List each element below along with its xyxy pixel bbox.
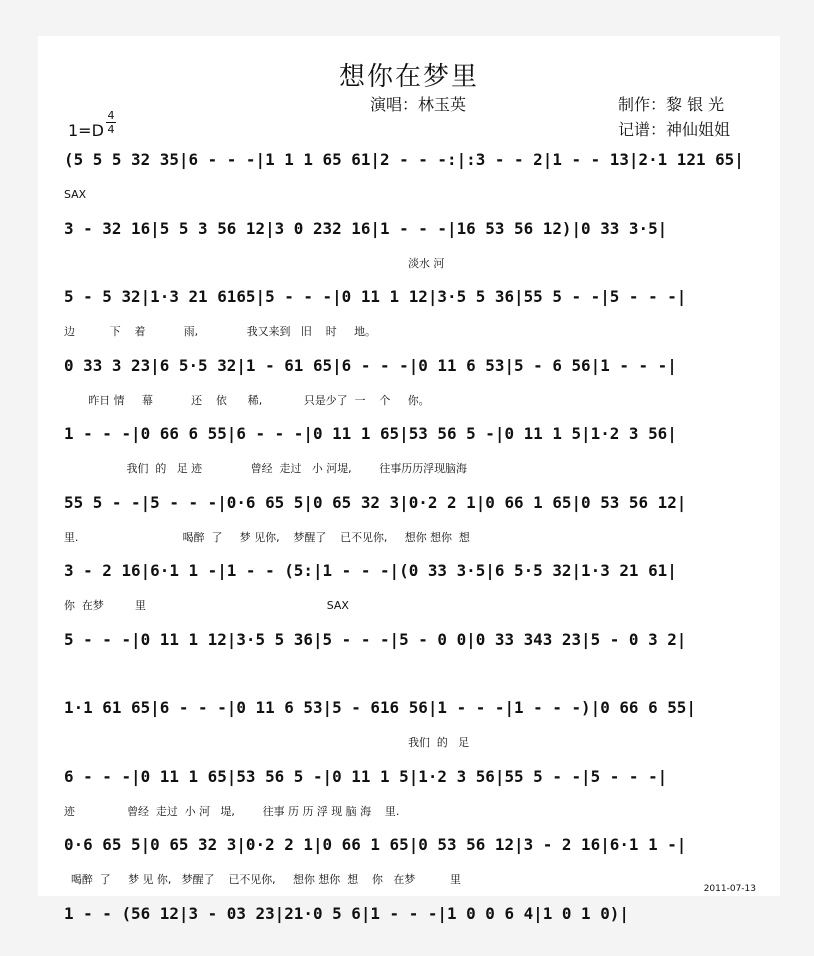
lyric-row: SAX <box>64 188 87 201</box>
score-line <box>64 698 768 750</box>
notation-row: 3 - 2 16|6·1 1 -|1 - - (5:|1 - - -|(0 33 3·5|6 5·5 32|1·3 21 61| <box>64 561 677 580</box>
notation-row: 5 - 5 32|1·3 21 6165|5 - - -|0 11 1 12|3·5 5 36|55 5 - -|5 - - -| <box>64 287 687 306</box>
score-line <box>64 630 768 682</box>
notation-row: 5 - - -|0 11 1 12|3·5 5 36|5 - - -|5 - 0 0|0 33 343 23|5 - 0 3 2| <box>64 629 687 649</box>
score-line <box>64 287 768 339</box>
notation-row: 1·1 61 65|6 - - -|0 11 6 53|5 - 616 56|1 - - -|1 - - -)|0 66 6 55| <box>64 698 696 717</box>
lyric-row: 淡水 河 <box>64 256 445 270</box>
lyric-row: 我们 的 足 <box>64 736 470 749</box>
singer-credit: 演唱：林玉英 <box>370 95 467 114</box>
score-line <box>64 424 768 476</box>
lyric-row: 我们 的 足 迹 曾经 走过 小 河堤, 往事历历浮现脑海 <box>64 462 467 475</box>
lyric-row: 迹 曾经 走过 小 河 堤, 往事 历 历 浮 现 脑 海 里. <box>64 804 400 818</box>
score-sheet <box>38 36 780 923</box>
lyric-row <box>64 942 764 956</box>
footer-date: 2011-07-13 <box>703 884 756 894</box>
score-line <box>64 835 768 887</box>
notation-row: 0·6 65 5|0 65 32 3|0·2 2 1|0 66 1 65|0 53 56 12|3 - 2 16|6·1 1 -| <box>64 835 687 854</box>
lyric-row <box>64 668 764 682</box>
score-line <box>64 356 768 408</box>
lyric-row: 喝醉 了 梦 见 你, 梦醒了 已不见你, 想你 想你 想 你 在梦 里 <box>64 873 461 886</box>
lyric-row: 边 下 着 雨, 我又来到 旧 时 地。 <box>64 325 376 338</box>
notation-row: 55 5 - -|5 - - -|0·6 65 5|0 65 32 3|0·2 2 1|0 66 1 65|0 53 56 12| <box>64 492 687 512</box>
score-line <box>64 219 768 271</box>
lyric-row: 你 在梦 里 SAX <box>64 599 349 612</box>
key-signature: 1=D <box>68 121 104 140</box>
transcriber-credit: 记谱：神仙姐姐 <box>618 120 731 139</box>
notation-row: 3 - 32 16|5 5 3 56 12|3 0 232 16|1 - - -|16 53 56 12)|0 33 3·5| <box>64 218 668 238</box>
score-line <box>64 767 768 819</box>
notation-row: (5 5 5 32 35|6 - - -|1 1 1 65 61|2 - - -:|:3 - - 2|1 - - 13|2·1 121 65| <box>64 150 744 169</box>
score-line <box>64 561 768 613</box>
notation-row: 1 - - -|0 66 6 55|6 - - -|0 11 1 65|53 56 5 -|0 11 1 5|1·2 3 56| <box>64 424 677 443</box>
time-signature-top: 4 <box>107 109 115 122</box>
notation-row: 6 - - -|0 11 1 65|53 56 5 -|0 11 1 5|1·2 3 56|55 5 - -|5 - - -| <box>64 766 668 786</box>
notation-row: 0 33 3 23|6 5·5 32|1 - 61 65|6 - - -|0 11 6 53|5 - 6 56|1 - - -| <box>64 355 677 375</box>
song-title: 想你在梦里 <box>338 62 479 92</box>
time-signature-bottom: 4 <box>107 123 115 136</box>
time-signature <box>106 110 116 135</box>
score-line <box>64 150 768 202</box>
producer-credit: 制作：黎 银 光 <box>618 95 725 114</box>
score-line <box>64 904 768 956</box>
notation-row: 1 - - (56 12|3 - 03 23|21·0 5 6|1 - - -|1 0 0 6 4|1 0 1 0)| <box>64 903 629 923</box>
score-line <box>64 493 768 545</box>
lyric-row: 里. 喝醉 了 梦 见你, 梦醒了 已不见你, 想你 想你 想 <box>64 530 470 544</box>
lyric-row: 昨日 情 幕 还 依 稀, 只是少了 一 个 你。 <box>64 393 430 407</box>
